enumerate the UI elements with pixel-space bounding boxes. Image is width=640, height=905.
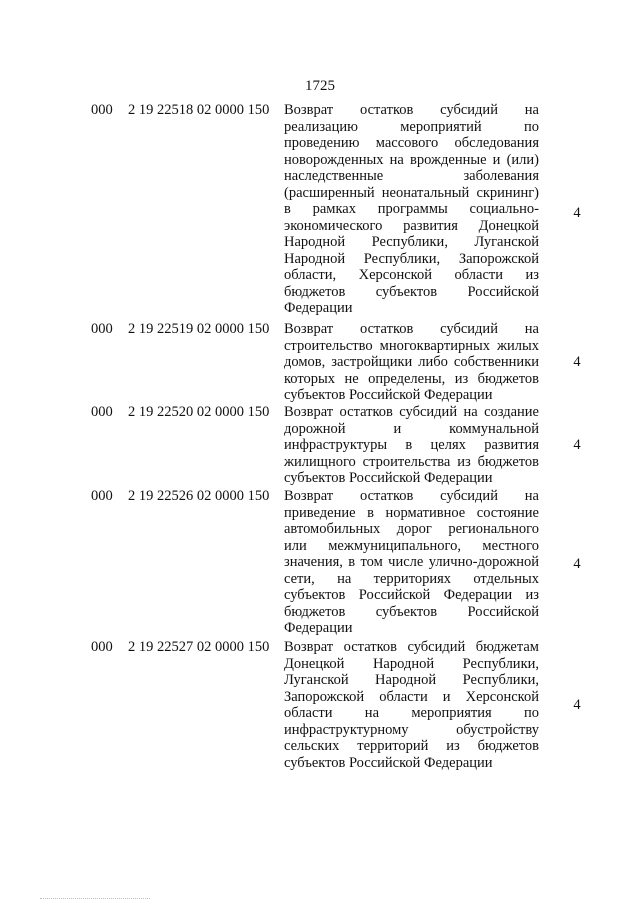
column-value: 4 bbox=[573, 556, 581, 572]
column-value: 4 bbox=[573, 437, 581, 453]
income-code: 2 19 22518 02 0000 150 bbox=[128, 102, 270, 118]
income-code: 2 19 22527 02 0000 150 bbox=[128, 639, 270, 655]
row-description: Возврат остатков субсидий на приведение в нормативное состояние автомобильных дорог регионального или межмуниципального, местного значения, в том числе улично-дорожной сети, на территориях отдельных субъектов Российской Федерации из бюджетов субъектов Российской Федерации bbox=[284, 488, 539, 636]
admin-code: 000 bbox=[91, 488, 113, 504]
income-code: 2 19 22519 02 0000 150 bbox=[128, 321, 270, 337]
column-value: 4 bbox=[573, 354, 581, 370]
row-description: Возврат остатков субсидий на строительство многоквартирных жилых домов, застройщики либо собственники которых не определены, из бюджетов субъектов Российской Федерации bbox=[284, 321, 539, 403]
page-number: 1725 bbox=[305, 78, 335, 94]
income-code: 2 19 22520 02 0000 150 bbox=[128, 404, 270, 420]
admin-code: 000 bbox=[91, 404, 113, 420]
column-value: 4 bbox=[573, 697, 581, 713]
row-description: Возврат остатков субсидий бюджетам Донецкой Народной Республики, Луганской Народной Республики, Запорожской области и Херсонской области на мероприятия по инфраструктурному обустройству сельских территорий из бюджетов субъектов Российской Федерации bbox=[284, 639, 539, 771]
admin-code: 000 bbox=[91, 102, 113, 118]
admin-code: 000 bbox=[91, 321, 113, 337]
admin-code: 000 bbox=[91, 639, 113, 655]
column-value: 4 bbox=[573, 205, 581, 221]
row-description: Возврат остатков субсидий на реализацию мероприятий по проведению массового обследования новорожденных на врожденные и (или) наследственные заболевания (расширенный неонатальный скрининг) в рамках программы социально-экономического развития Донецкой Народной Республики, Луганской Народной Республики, Запорожской области, Херсонской области из бюджетов субъектов Российской Федерации bbox=[284, 102, 539, 316]
footer-rule bbox=[40, 898, 150, 899]
income-code: 2 19 22526 02 0000 150 bbox=[128, 488, 270, 504]
row-description: Возврат остатков субсидий на создание дорожной и коммунальной инфраструктуры в целях развития жилищного строительства из бюджетов субъектов Российской Федерации bbox=[284, 404, 539, 486]
